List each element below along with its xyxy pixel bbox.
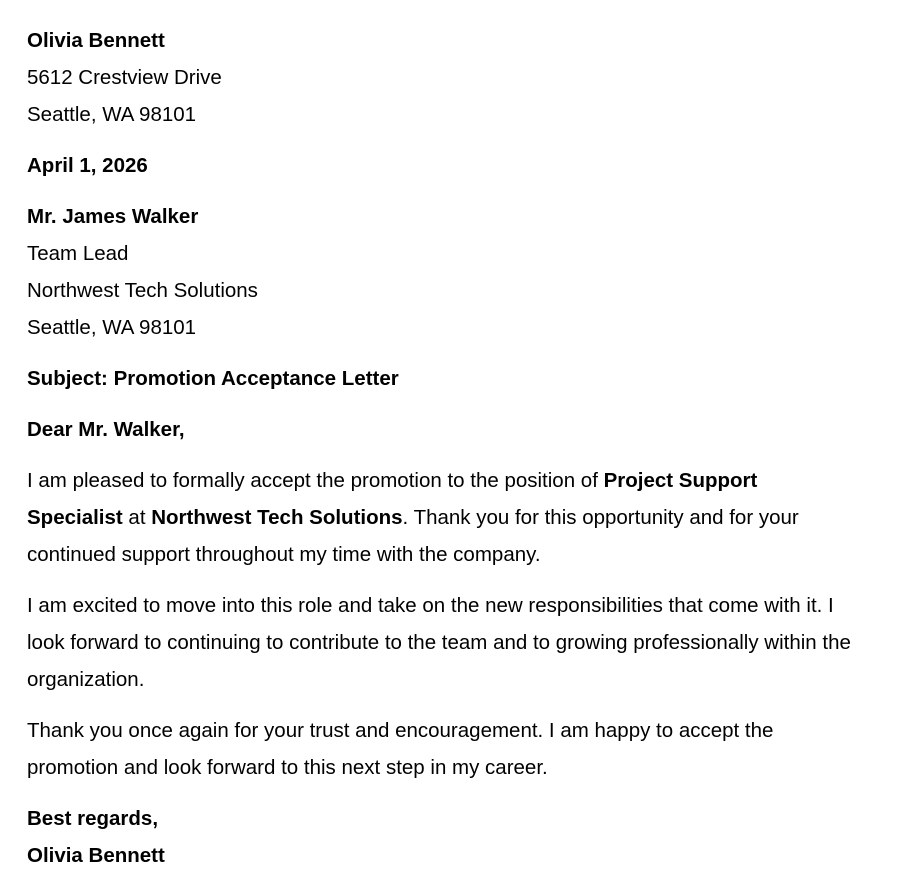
body-paragraph-1 — [27, 462, 857, 573]
subject-line: Subject: Promotion Acceptance Letter — [27, 367, 399, 390]
valediction: Best regards, — [27, 807, 159, 830]
closing-block — [27, 800, 857, 874]
recipient-title: Team Lead — [27, 242, 129, 265]
recipient-address-block — [27, 198, 857, 346]
sender-city-state-zip: Seattle, WA 98101 — [27, 103, 197, 126]
paragraph-1-bold-position: Project Support Specialist — [27, 469, 758, 529]
body-paragraph-1-block — [27, 462, 857, 573]
paragraph-1-segment-2: at — [122, 506, 152, 529]
paragraph-1-segment-1: I am pleased to formally accept the promotion to the position of — [27, 469, 604, 492]
recipient-city-state-zip: Seattle, WA 98101 — [27, 316, 197, 339]
date-block — [27, 147, 857, 184]
body-paragraph-2-block — [27, 587, 857, 698]
letter-date: April 1, 2026 — [27, 154, 148, 177]
salutation-block — [27, 411, 857, 448]
paragraph-1-segment-3: . Thank you for this opportunity and for your continued support throughout my time with the company. — [27, 506, 799, 566]
recipient-company: Northwest Tech Solutions — [27, 279, 258, 302]
salutation: Dear Mr. Walker, — [27, 418, 185, 441]
body-paragraph-3-block — [27, 712, 857, 786]
signature-name: Olivia Bennett — [27, 844, 165, 867]
body-paragraph-2: I am excited to move into this role and take on the new responsibilities that come with it. I look forward to continuing to contribute to the team and to growing professionally within the organization. — [27, 594, 851, 691]
sender-address-block — [27, 22, 857, 133]
subject-block — [27, 360, 857, 397]
body-paragraph-3: Thank you once again for your trust and encouragement. I am happy to accept the promotion and look forward to this next step in my career. — [27, 719, 774, 779]
paragraph-1-bold-company: Northwest Tech Solutions — [151, 506, 403, 529]
sender-name: Olivia Bennett — [27, 29, 165, 52]
recipient-name: Mr. James Walker — [27, 205, 199, 228]
sender-street: 5612 Crestview Drive — [27, 66, 222, 89]
